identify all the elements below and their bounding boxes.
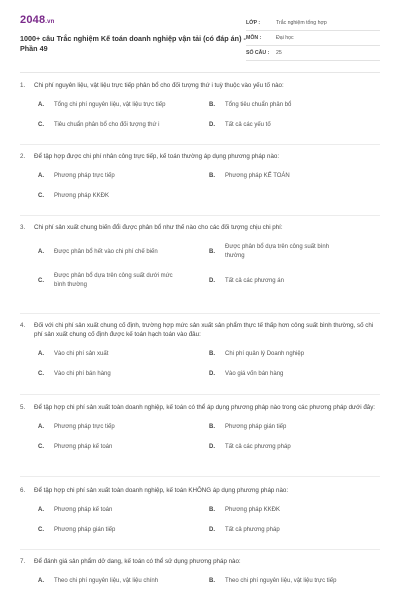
- options: [38, 172, 380, 201]
- question-6: [20, 486, 380, 546]
- option-text: Phương pháp gián tiếp: [225, 424, 287, 430]
- site-logo[interactable]: [20, 14, 55, 26]
- option-letter: A.: [38, 173, 44, 179]
- question-body: Chi phí nguyên liệu, vật liệu trực tiếp phân bổ cho đối tượng thứ i tuỳ thuộc vào yếu tố nào:: [34, 82, 284, 89]
- question-body: Để tập hợp chi phí sản xuất toàn doanh nghiệp, kế toán có thể áp dụng phương pháp nào trong các phương pháp dưới đây:: [34, 404, 376, 411]
- option-letter: C.: [38, 193, 44, 199]
- option-text: Theo chi phí nguyên liệu, vật liệu chính: [54, 578, 159, 584]
- option-text: Tổng chi phí nguyên liệu, vật liệu trực tiếp: [54, 102, 166, 108]
- question-divider: [20, 394, 380, 395]
- option-letter: B.: [209, 173, 215, 179]
- meta-label: MÔN :: [246, 35, 262, 41]
- option-text: Phương pháp KKĐK: [225, 507, 280, 513]
- option-c[interactable]: [38, 443, 209, 452]
- option-text: Vào chi phí sản xuất: [54, 351, 109, 357]
- option-letter: D.: [209, 371, 215, 377]
- option-letter: D.: [209, 444, 215, 450]
- meta-row-class: [246, 16, 380, 31]
- option-c[interactable]: [38, 272, 209, 290]
- option-text: Được phân bổ hết vào chi phí chế biến: [54, 248, 158, 255]
- option-letter: C.: [38, 444, 44, 450]
- option-text: Tất cả phương pháp: [225, 527, 280, 533]
- question-divider: [20, 313, 380, 314]
- meta-table: [246, 16, 380, 61]
- question-text: [20, 81, 380, 90]
- option-letter: B.: [209, 507, 215, 513]
- meta-label: SỐ CÂU :: [246, 50, 270, 56]
- option-text: Phương pháp gián tiếp: [54, 527, 116, 533]
- option-text: Vào chi phí bán hàng: [54, 371, 111, 377]
- option-d[interactable]: [209, 121, 380, 130]
- question-3: [20, 223, 380, 301]
- option-text: Phương pháp trực tiếp: [54, 173, 115, 179]
- question-divider: [20, 144, 380, 145]
- option-text: Tất cả các phương pháp: [225, 444, 291, 450]
- question-text: [20, 321, 380, 339]
- option-letter: A.: [38, 351, 44, 357]
- option-letter: C.: [38, 277, 44, 284]
- option-text: Tổng tiêu chuẩn phân bổ: [225, 102, 292, 108]
- option-b[interactable]: [209, 577, 380, 586]
- option-text: Phương pháp KKĐK: [54, 193, 109, 199]
- question-body: Để tập hợp được chi phí nhân công trực tiếp, kế toán thường áp dụng phương pháp nào:: [34, 153, 280, 160]
- option-a[interactable]: [38, 577, 209, 586]
- question-7: [20, 557, 380, 597]
- options: [38, 577, 380, 586]
- question-text: [20, 486, 380, 495]
- option-a[interactable]: [38, 172, 209, 181]
- options: [38, 423, 380, 452]
- question-divider: [20, 476, 380, 477]
- option-b[interactable]: [209, 172, 380, 181]
- document-title: 1000+ câu Trắc nghiệm Kế toán doanh nghiệp vận tải (có đáp án) - Phần 49: [20, 34, 246, 53]
- option-c[interactable]: [38, 526, 209, 535]
- option-letter: D.: [209, 277, 215, 284]
- option-text: Phương pháp kế toán: [54, 444, 113, 450]
- option-letter: A.: [38, 507, 44, 513]
- option-letter: C.: [38, 371, 44, 377]
- logo-tld: .vn: [45, 19, 55, 25]
- logo-text: 2048: [20, 14, 46, 26]
- option-a[interactable]: [38, 423, 209, 432]
- question-number: 5.: [20, 404, 26, 411]
- option-text: Phương pháp kế toán: [54, 507, 113, 513]
- question-number: 6.: [20, 487, 26, 494]
- question-body: Để đánh giá sản phẩm dở dang, kế toán có thể sử dụng phương pháp nào:: [34, 558, 241, 565]
- option-c[interactable]: [38, 121, 209, 130]
- option-letter: A.: [38, 102, 44, 108]
- question-text: [20, 223, 380, 232]
- meta-value: Trắc nghiệm tổng hợp: [276, 20, 327, 26]
- question-text: [20, 152, 380, 161]
- option-letter: C.: [38, 527, 44, 533]
- option-text: Vào giá vốn bán hàng: [225, 371, 284, 377]
- option-text: Tất cả các yếu tố: [225, 122, 271, 128]
- option-b[interactable]: [209, 506, 380, 515]
- option-b[interactable]: [209, 350, 380, 359]
- page-header: [20, 14, 380, 66]
- option-d[interactable]: [209, 370, 380, 379]
- option-text: Phương pháp KẾ TOÁN: [225, 173, 290, 179]
- question-1: [20, 81, 380, 141]
- option-a[interactable]: [38, 350, 209, 359]
- option-c[interactable]: [38, 192, 209, 201]
- question-4: [20, 321, 380, 390]
- option-b[interactable]: [209, 243, 380, 261]
- option-letter: C.: [38, 122, 44, 128]
- question-body: Để tập hợp chi phí sản xuất toàn doanh nghiệp, kế toán KHÔNG áp dụng phương pháp nào:: [34, 487, 289, 494]
- question-number: 2.: [20, 153, 26, 160]
- question-divider: [20, 215, 380, 216]
- option-text: Được phân bổ dựa trên công suất dưới mức bình thường: [54, 273, 173, 288]
- meta-label: LỚP :: [246, 20, 261, 26]
- option-letter: D.: [209, 122, 215, 128]
- question-body: Chi phí sản xuất chung biến đổi được phân bổ như thế nào cho các đối tượng chịu chi phí:: [34, 224, 283, 231]
- question-2: [20, 152, 380, 212]
- option-letter: A.: [38, 424, 44, 430]
- option-text: Theo chi phí nguyên liệu, vật liệu trực tiếp: [225, 578, 337, 584]
- question-body: Đối với chi phí sản xuất chung cố định, trường hợp mức sản xuất sản phẩm thực tế thấp hơn công suất bình thường, số chi phí sản xuất chung cố định được kế toán hạch toán vào đâu:: [34, 322, 374, 338]
- option-d[interactable]: [209, 526, 380, 535]
- option-letter: B.: [209, 248, 215, 255]
- option-letter: B.: [209, 424, 215, 430]
- option-letter: B.: [209, 578, 215, 584]
- option-letter: B.: [209, 351, 215, 357]
- question-5: [20, 403, 380, 463]
- meta-row-subject: [246, 31, 380, 46]
- option-d[interactable]: [209, 277, 380, 286]
- option-text: Tiêu chuẩn phân bổ cho đối tượng thứ i: [54, 122, 160, 128]
- meta-value: 25: [276, 50, 282, 56]
- option-d[interactable]: [209, 443, 380, 452]
- option-text: Tất cả các phương án: [225, 277, 284, 284]
- option-text: Chi phí quản lý Doanh nghiệp: [225, 351, 305, 357]
- question-number: 3.: [20, 224, 26, 231]
- option-a[interactable]: [38, 248, 209, 257]
- meta-value: Đại học: [276, 35, 294, 41]
- question-number: 7.: [20, 558, 26, 565]
- options: [38, 101, 380, 130]
- option-text: Được phân bổ dựa trên công suất bình thường: [225, 244, 330, 259]
- option-letter: A.: [38, 248, 44, 255]
- options: [38, 243, 380, 290]
- option-b[interactable]: [209, 101, 380, 110]
- question-text: [20, 557, 380, 566]
- option-text: Phương pháp trực tiếp: [54, 424, 115, 430]
- meta-row-count: [246, 46, 380, 61]
- option-letter: D.: [209, 527, 215, 533]
- option-letter: B.: [209, 102, 215, 108]
- option-c[interactable]: [38, 370, 209, 379]
- option-b[interactable]: [209, 423, 380, 432]
- options: [38, 506, 380, 535]
- option-a[interactable]: [38, 506, 209, 515]
- option-a[interactable]: [38, 101, 209, 110]
- header-divider: [20, 72, 380, 73]
- options: [38, 350, 380, 379]
- option-letter: A.: [38, 578, 44, 584]
- question-divider: [20, 549, 380, 550]
- question-text: [20, 403, 380, 412]
- question-number: 4.: [20, 322, 26, 329]
- question-number: 1.: [20, 82, 26, 89]
